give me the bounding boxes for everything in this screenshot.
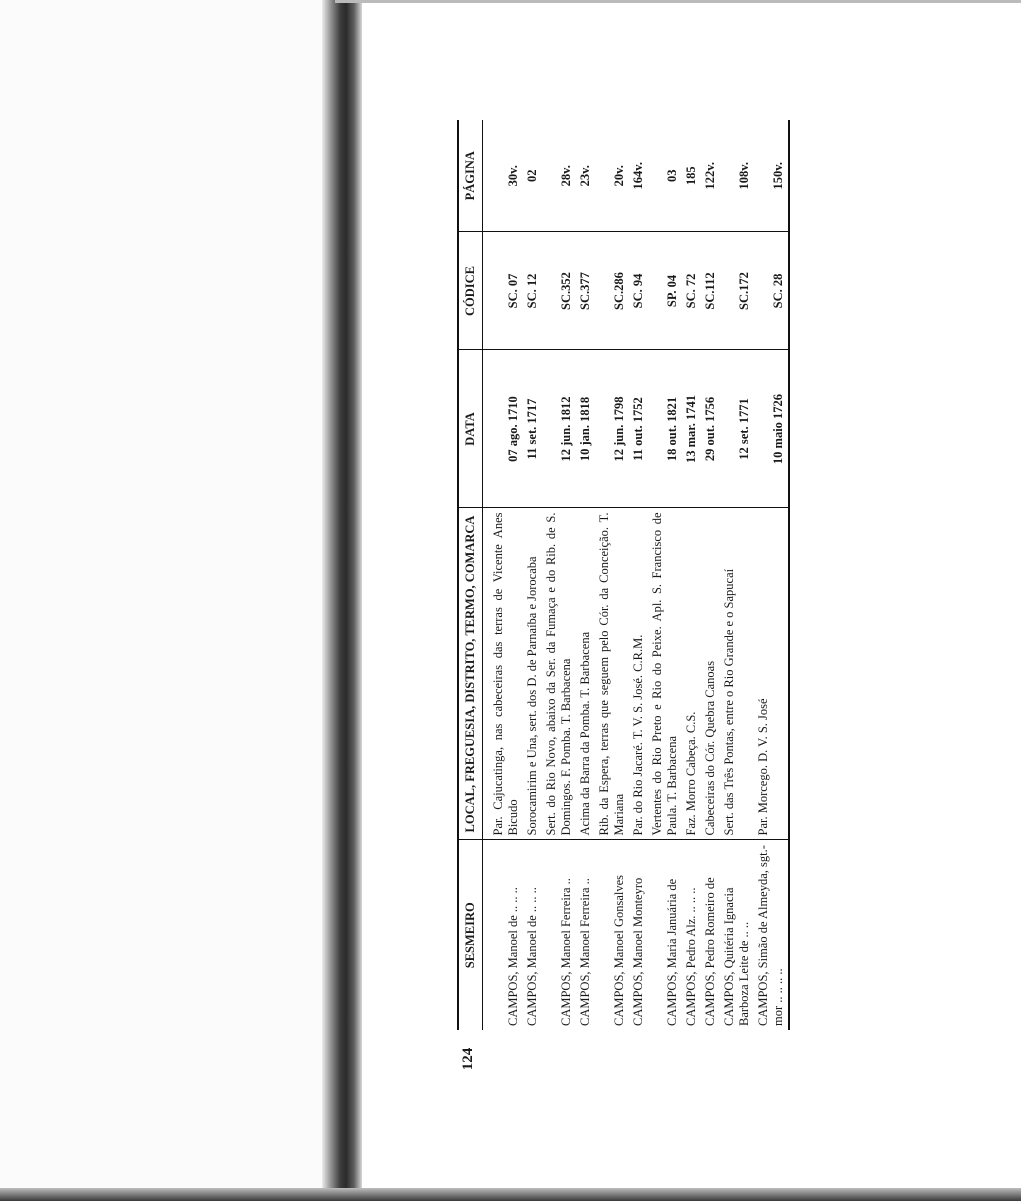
cell-local: Par. do Rio Jacaré. T. V. S. José. C.R.M. xyxy=(629,508,648,840)
cell-data: 11 set. 1717 xyxy=(523,350,542,508)
cell-codice: SC. 12 xyxy=(523,232,542,350)
header-data: DATA xyxy=(458,350,483,508)
cell-sesmeiro: CAMPOS, Manoel Gonsalves xyxy=(612,874,626,1026)
cell-pagina: 122v. xyxy=(701,120,720,232)
cell-pagina: 185 xyxy=(682,120,701,232)
cell-codice: SC. 28 xyxy=(754,232,789,350)
cell-data: 10 jan. 1818 xyxy=(576,350,595,508)
cell-sesmeiro: CAMPOS, Manoel Monteyro xyxy=(631,877,645,1026)
header-pagina: PÁGINA xyxy=(458,120,483,232)
sesmarias-table xyxy=(457,120,790,1030)
header-local: LOCAL, FREGUESIA, DISTRITO, TERMO, COMARCA xyxy=(458,508,483,840)
cell-local: Rib. da Espera, terras que seguem pelo Cór. da Conceição. T. Mariana xyxy=(595,508,629,840)
cell-sesmeiro: CAMPOS, Pedro Romeiro de xyxy=(703,877,717,1026)
page-top-edge xyxy=(335,0,1021,3)
cell-local: Sert. do Rio Novo, abaixo da Ser. da Fumaça e do Rib. de S. Domingos. F. Pomba. T. Barbacena xyxy=(542,508,576,840)
cell-pagina: 150v. xyxy=(754,120,789,232)
cell-local: Cabeceiras do Cór. Quebra Canoas xyxy=(701,508,720,840)
cell-pagina: 164v. xyxy=(629,120,648,232)
cell-pagina: 20v. xyxy=(595,120,629,232)
cell-codice: SC. 94 xyxy=(629,232,648,350)
table-row xyxy=(682,120,701,1030)
cell-data: 11 out. 1752 xyxy=(629,350,648,508)
cell-data: 18 out. 1821 xyxy=(648,350,682,508)
cell-data: 10 maio 1726 xyxy=(754,350,789,508)
cell-codice: SC.112 xyxy=(701,232,720,350)
cell-sesmeiro: CAMPOS, Pedro Alz. .. .. .. xyxy=(684,887,698,1026)
facing-page-blank xyxy=(0,0,335,1201)
cell-codice: SC.352 xyxy=(542,232,576,350)
cell-pagina: 28v. xyxy=(542,120,576,232)
cell-sesmeiro: CAMPOS, Manoel Ferreira .. xyxy=(578,878,592,1026)
cell-sesmeiro: CAMPOS, Maria Januária de xyxy=(665,878,679,1026)
table-row xyxy=(701,120,720,1030)
cell-codice: SC. 07 xyxy=(489,232,523,350)
cell-codice: SC.377 xyxy=(576,232,595,350)
book-spine-shadow xyxy=(322,0,362,1201)
cell-sesmeiro: CAMPOS, Simão de Almeyda, sgt.-mor .. .. .. .. xyxy=(754,840,789,1030)
cell-local: Par. Morcego. D. V. S. José xyxy=(754,508,789,840)
cell-data: 12 jun. 1812 xyxy=(542,350,576,508)
scan-bottom-edge xyxy=(0,1188,1021,1201)
cell-data: 12 set. 1771 xyxy=(720,350,754,508)
cell-data: 29 out. 1756 xyxy=(701,350,720,508)
cell-data: 07 ago. 1710 xyxy=(489,350,523,508)
cell-codice: SP. 04 xyxy=(648,232,682,350)
table-row xyxy=(523,120,542,1030)
cell-pagina: 03 xyxy=(648,120,682,232)
cell-data: 12 jun. 1798 xyxy=(595,350,629,508)
table-row xyxy=(648,120,682,1030)
cell-local: Sert. das Três Pontas, entre o Rio Grande e o Sapucaí xyxy=(720,508,754,840)
cell-local: Par. Cajucatinga, nas cabeceiras das terras de Vicente Anes Bicudo xyxy=(489,508,523,840)
header-codice: CÓDICE xyxy=(458,232,483,350)
cell-pagina: 30v. xyxy=(489,120,523,232)
cell-local: Faz. Morro Cabeça. C.S. xyxy=(682,508,701,840)
cell-sesmeiro: CAMPOS, Manoel de .. .. .. xyxy=(506,887,520,1026)
table-row xyxy=(595,120,629,1030)
cell-pagina: 108v. xyxy=(720,120,754,232)
cell-sesmeiro: CAMPOS, Manoel de .. .. .. xyxy=(525,887,539,1026)
cell-local: Acima da Barra da Pomba. T. Barbacena xyxy=(576,508,595,840)
cell-data: 13 mar. 1741 xyxy=(682,350,701,508)
table-row xyxy=(629,120,648,1030)
table-row xyxy=(720,120,754,1030)
table-row xyxy=(489,120,523,1030)
cell-local: Sorocamirim e Una, sert. dos D. de Parnaíba e Jorocaba xyxy=(523,508,542,840)
cell-codice: SC.286 xyxy=(595,232,629,350)
rotated-table-container xyxy=(457,120,995,1030)
cell-codice: SC. 72 xyxy=(682,232,701,350)
cell-sesmeiro: CAMPOS, Quitéria Ignacia Barboza Leite de .. .. xyxy=(722,887,751,1026)
table-row xyxy=(576,120,595,1030)
table-row xyxy=(542,120,576,1030)
cell-pagina: 23v. xyxy=(576,120,595,232)
cell-pagina: 02 xyxy=(523,120,542,232)
header-sesmeiro: SESMEIRO xyxy=(458,840,483,1030)
table-row xyxy=(754,120,789,1030)
table-header-row xyxy=(458,120,483,1030)
cell-sesmeiro: CAMPOS, Manoel Ferreira .. xyxy=(559,878,573,1026)
page-number: 124 xyxy=(460,1047,476,1071)
cell-codice: SC.172 xyxy=(720,232,754,350)
cell-local: Vertentes do Rio Preto e Rio do Peixe. Apl. S. Francisco de Paula. T. Barbacena xyxy=(648,508,682,840)
